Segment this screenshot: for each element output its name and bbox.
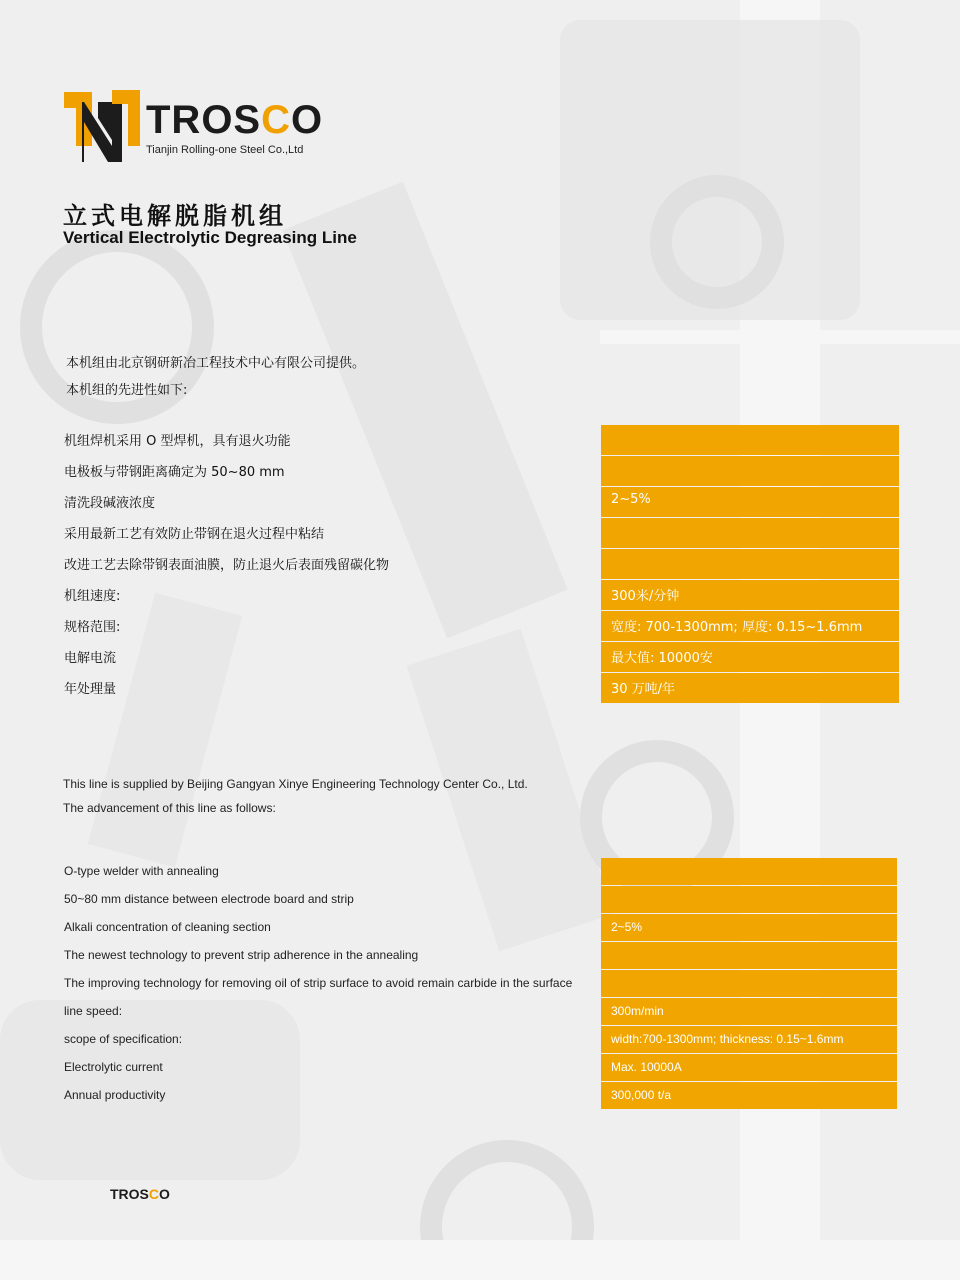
spec-label: The newest technology to prevent strip adherence in the annealing bbox=[64, 948, 419, 962]
spec-value-cell bbox=[601, 487, 899, 517]
intro-en-line-1: This line is supplied by Beijing Gangyan Xinye Engineering Technology Center Co., Ltd. bbox=[63, 777, 528, 791]
spec-label: Annual productivity bbox=[64, 1088, 166, 1102]
logo-wordmark: TROSCO bbox=[146, 98, 324, 142]
spec-value-cell bbox=[601, 1054, 897, 1081]
footer-logo: TROSCO bbox=[110, 1186, 170, 1202]
spec-row bbox=[64, 1082, 897, 1110]
spec-label: 采用最新工艺有效防止带钢在退火过程中粘结 bbox=[64, 527, 325, 542]
spec-value: 2~5% bbox=[611, 492, 651, 507]
spec-label: 规格范围: bbox=[64, 620, 121, 635]
spec-value-cell bbox=[601, 914, 897, 941]
spec-value: width:700-1300mm; thickness: 0.15~1.6mm bbox=[611, 1032, 844, 1046]
spec-table-cn bbox=[64, 425, 899, 705]
spec-row bbox=[64, 970, 897, 998]
spec-value-cell bbox=[601, 611, 899, 641]
spec-row bbox=[64, 549, 899, 580]
spec-value-cell bbox=[601, 858, 897, 885]
intro-cn-line-1: 本机组由北京钢研新冶工程技术中心有限公司提供。 bbox=[66, 356, 366, 371]
spec-row bbox=[64, 518, 899, 549]
spec-label: 机组速度: bbox=[64, 589, 121, 604]
spec-value-cell bbox=[601, 1082, 897, 1109]
spec-value: 最大值: 10000安 bbox=[611, 651, 713, 666]
spec-value-cell bbox=[601, 518, 899, 548]
spec-value-cell bbox=[601, 425, 899, 455]
spec-row bbox=[64, 942, 897, 970]
page-title-en: Vertical Electrolytic Degreasing Line bbox=[63, 228, 357, 247]
spec-value: 2~5% bbox=[611, 920, 643, 934]
spec-value-cell bbox=[601, 456, 899, 486]
spec-label: 电极板与带钢距离确定为 50~80 mm bbox=[64, 465, 285, 480]
spec-row bbox=[64, 1026, 897, 1054]
spec-row bbox=[64, 858, 897, 886]
spec-row bbox=[64, 673, 899, 704]
spec-value-cell bbox=[601, 1026, 897, 1053]
intro-cn-line-2: 本机组的先进性如下: bbox=[66, 383, 188, 398]
spec-label: 清洗段碱液浓度 bbox=[64, 496, 156, 511]
spec-value-cell bbox=[601, 549, 899, 579]
spec-value-cell bbox=[601, 580, 899, 610]
spec-value-cell bbox=[601, 886, 897, 913]
spec-value: 300米/分钟 bbox=[611, 589, 680, 604]
spec-label: 50~80 mm distance between electrode board and strip bbox=[64, 892, 354, 906]
trosco-emblem-icon bbox=[62, 88, 142, 166]
spec-value-cell bbox=[601, 970, 897, 997]
company-logo bbox=[62, 88, 332, 168]
spec-table-en bbox=[64, 858, 897, 1108]
spec-value: 300,000 t/a bbox=[611, 1088, 672, 1102]
spec-label: Alkali concentration of cleaning section bbox=[64, 920, 271, 934]
spec-value-cell bbox=[601, 642, 899, 672]
spec-row bbox=[64, 642, 899, 673]
spec-label: scope of specification: bbox=[64, 1032, 183, 1046]
page-title-cn: 立式电解脱脂机组 bbox=[63, 202, 287, 230]
spec-label: Electrolytic current bbox=[64, 1060, 163, 1074]
intro-en-line-2: The advancement of this line as follows: bbox=[63, 801, 276, 815]
spec-label: line speed: bbox=[64, 1004, 123, 1018]
spec-row bbox=[64, 998, 897, 1026]
spec-label: O-type welder with annealing bbox=[64, 864, 219, 878]
spec-label: 年处理量 bbox=[64, 682, 117, 697]
spec-row bbox=[64, 456, 899, 487]
spec-value: 宽度: 700-1300mm; 厚度: 0.15~1.6mm bbox=[611, 620, 863, 635]
spec-value: 30 万吨/年 bbox=[611, 682, 676, 697]
spec-label: 电解电流 bbox=[64, 651, 117, 666]
spec-row bbox=[64, 611, 899, 642]
spec-row bbox=[64, 425, 899, 456]
spec-value-cell bbox=[601, 942, 897, 969]
spec-label: The improving technology for removing oil of strip surface to avoid remain carbide in the surface bbox=[64, 976, 573, 990]
spec-row bbox=[64, 914, 897, 942]
spec-value-cell bbox=[601, 998, 897, 1025]
spec-value: 300m/min bbox=[611, 1004, 664, 1018]
spec-label: 机组焊机采用 O 型焊机，具有退火功能 bbox=[64, 434, 291, 449]
spec-row bbox=[64, 580, 899, 611]
logo-subtitle: Tianjin Rolling-one Steel Co.,Ltd bbox=[146, 144, 304, 156]
spec-value-cell bbox=[601, 673, 899, 703]
spec-row bbox=[64, 487, 899, 518]
spec-row bbox=[64, 886, 897, 914]
spec-value: Max. 10000A bbox=[611, 1060, 682, 1074]
spec-label: 改进工艺去除带钢表面油膜，防止退火后表面残留碳化物 bbox=[64, 558, 390, 573]
spec-row bbox=[64, 1054, 897, 1082]
